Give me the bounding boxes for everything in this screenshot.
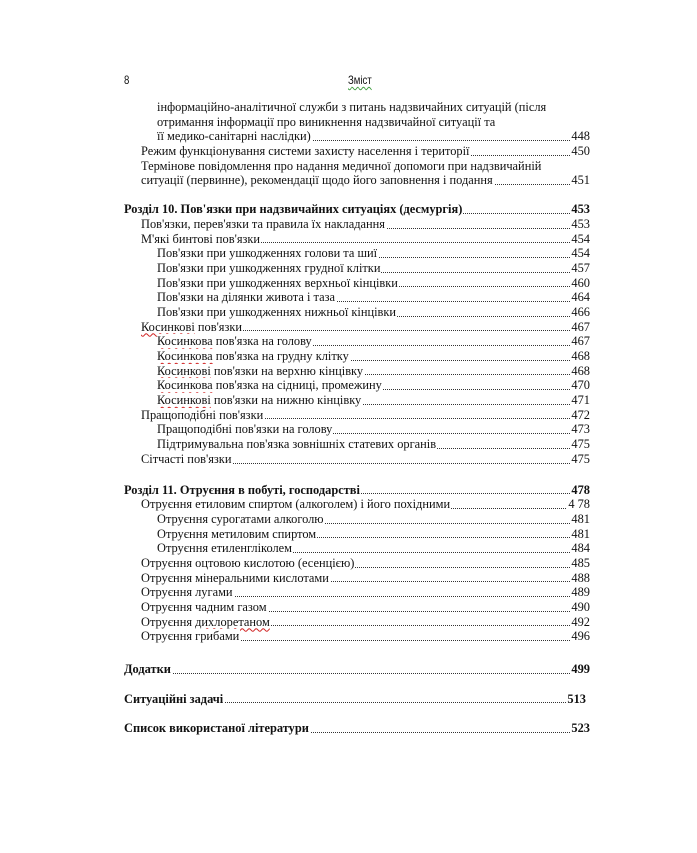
toc-entry[interactable] [124,497,590,512]
toc-entry-text: Отруєння дихлоретаном [141,614,270,629]
section-title: Список використаної літератури [124,721,309,736]
spellcheck-word: Косинкова [157,349,213,363]
spellcheck-word: дихлоретаном [195,614,270,629]
toc-entry-page: 481 [571,511,590,526]
toc-entry[interactable] [124,393,590,408]
toc-entry-text: М'які бинтові пов'язки [141,231,261,246]
header-title-text: Зміст [348,73,372,87]
toc-entry-page: 475 [571,437,590,452]
toc-entry[interactable] [124,320,590,335]
toc-entry-text: Пращоподібні пов'язки на голову [157,422,333,437]
toc-section-10[interactable] [124,202,590,217]
toc-entry-text: Пов'язки при ушкодженнях грудної клітки [157,260,381,275]
toc-entry-page: 484 [571,541,590,556]
toc-entry[interactable] [124,541,590,556]
toc-entry[interactable] [124,261,590,276]
toc-entry-page: 488 [571,570,590,585]
section-title: Ситуаційні задачі [124,691,224,706]
toc-entry[interactable] [124,527,590,542]
toc-entry-text: ситуації (первинне), рекомендації щодо його заповнення і подання [141,173,493,188]
toc-entry-text: Отруєння оцтовою кислотою (есенцією) [141,555,355,570]
toc-entry-page: 454 [571,246,590,261]
toc-entry-page: 448 [571,129,590,144]
toc-entry-page: 470 [571,378,590,393]
toc-entry-text: Отруєння мінеральними кислотами [141,570,329,585]
toc-entry-page: 464 [571,290,590,305]
spellcheck-word: Косинкова [157,378,213,393]
page-number: 8 [124,73,130,87]
toc-section-11[interactable] [124,483,590,498]
section-page: 523 [571,721,590,736]
toc-entry[interactable] [124,556,590,571]
toc-entry-page: 467 [571,334,590,349]
toc-entry[interactable] [124,512,590,527]
toc-entry-text: Пов'язки при ушкодженнях верхньої кінцівки [157,275,398,290]
toc-entry-text: Режим функціонування системи захисту населення і території [141,144,470,159]
toc-entry[interactable] [124,452,590,467]
toc-entry-text: Пов'язки при ушкодженнях нижньої кінцівки [157,304,397,319]
toc-entry-text: Отруєння сурогатами алкоголю [157,511,324,526]
toc-entry-page: 472 [571,407,590,422]
toc-entry-text: Пращоподібні пов'язки [141,407,264,422]
toc-entry-text: Косинкові пов'язки на верхню кінцівку [157,363,364,378]
toc-entry[interactable] [124,600,590,615]
toc-entry-page: 492 [571,614,590,629]
toc-entry-text: Пов'язки на ділянки живота і таза [157,290,335,305]
toc-entry[interactable] [124,615,590,630]
toc-entry-text: її медико-санітарні наслідки) [157,129,311,144]
toc-literature[interactable] [124,721,590,736]
leader-dots [124,673,590,674]
spellcheck-word: Косинкова [157,334,213,349]
toc-entry-text: Косинкова пов'язка на сідниці, промежину [157,378,382,393]
toc-entry[interactable] [124,232,590,247]
toc-entry-text: Отруєння метиловим спиртом [157,526,317,541]
toc-entry-text: Отруєння етиленгліколем [157,541,293,556]
toc-entry-page: 468 [571,363,590,378]
toc-entry[interactable] [124,408,590,423]
toc-entry-text: Косинкова пов'язка на грудну клітку [157,349,349,363]
toc-entry[interactable] [124,144,590,159]
section-page: 513 [567,691,586,706]
toc-entry-page: 475 [571,451,590,466]
toc-entry[interactable] [124,629,590,644]
running-header-title [348,73,372,87]
toc-entry[interactable] [124,334,590,349]
section-title: Додатки [124,662,171,677]
toc-entry[interactable] [124,305,590,320]
spellcheck-word: Косинкові [157,363,211,378]
section-page: 499 [571,662,590,677]
toc-entry-page: 471 [571,393,590,408]
toc-entry-page: 496 [571,629,590,644]
spellcheck-word: Косинкові [141,319,195,334]
toc-entry-page: 467 [571,319,590,334]
continuation-line: інформаційно-аналітичної служби з питань надзвичайних ситуацій (після [157,100,547,114]
section-title: Розділ 11. Отруєння в побуті, господарстві [124,482,360,497]
section-page: 453 [571,202,590,217]
toc-entry[interactable] [124,364,590,379]
toc-entry-text: Косинкова пов'язка на голову [157,334,312,349]
toc-entry[interactable] [124,217,590,232]
toc-entry-text: Пов'язки, перев'язки та правила їх накладання [141,216,386,231]
toc-entry-page: 454 [571,231,590,246]
toc-entry[interactable] [124,571,590,586]
toc-entry-page: 490 [571,600,590,614]
toc-appendices[interactable] [124,662,590,677]
section-10-entries [124,217,590,467]
toc-entry-page: 485 [571,555,590,570]
toc-entry[interactable] [124,437,590,452]
toc-entry-text: Косинкові пов'язки [141,319,243,334]
toc-entry[interactable] [124,290,590,305]
toc-entry-page: 489 [571,585,590,600]
toc-entry[interactable] [124,246,590,261]
toc-entry-page: 453 [571,216,590,231]
toc-entry[interactable] [124,378,590,393]
toc-entry-text: Пов'язки при ушкодженнях голови та шиї [157,246,378,261]
toc-entry-page: 460 [571,275,590,290]
section-page: 478 [571,482,590,497]
toc-situational-tasks[interactable] [124,692,590,707]
toc-entry-page: 451 [571,173,590,188]
spellcheck-word: Косинкові [157,393,211,408]
section-title: Розділ 10. Пов'язки при надзвичайних ситуаціях (десмургія) [124,202,463,217]
toc-entry-text: Сітчасті пов'язки [141,451,232,466]
toc-entry-page: 481 [571,526,590,541]
toc-entry[interactable] [124,129,590,144]
toc-entry-text: Отруєння лугами [141,585,233,600]
toc-entry-text: Отруєння грибами [141,629,240,644]
toc-entry-text: Косинкові пов'язки на нижню кінцівку [157,393,362,408]
toc-entry-page: 457 [571,260,590,275]
table-of-contents [124,100,590,736]
toc-entry-page: 468 [571,349,590,363]
toc-entry[interactable] [124,422,590,437]
toc-entry-text: Отруєння чадним газом [141,600,267,614]
toc-entry-page: 4 78 [568,497,590,512]
toc-entry[interactable] [124,349,590,364]
toc-entry[interactable] [124,276,590,291]
continuation-line: отримання інформації про виникнення надзвичайної ситуації та [157,114,496,129]
section-11-entries [124,497,590,644]
toc-entry-page: 466 [571,304,590,319]
toc-entry-page: 450 [571,144,590,159]
toc-entry-page: 473 [571,422,590,437]
toc-entry-text-line: Термінове повідомлення про надання медичної допомоги при надзвичайній [141,158,542,173]
toc-entry[interactable] [124,585,590,600]
toc-entry-text: Отруєння етиловим спиртом (алкоголем) і його похідними [141,497,451,512]
toc-entry[interactable] [124,173,590,188]
toc-entry-text: Підтримувальна пов'язка зовнішніх статевих органів [157,437,437,452]
